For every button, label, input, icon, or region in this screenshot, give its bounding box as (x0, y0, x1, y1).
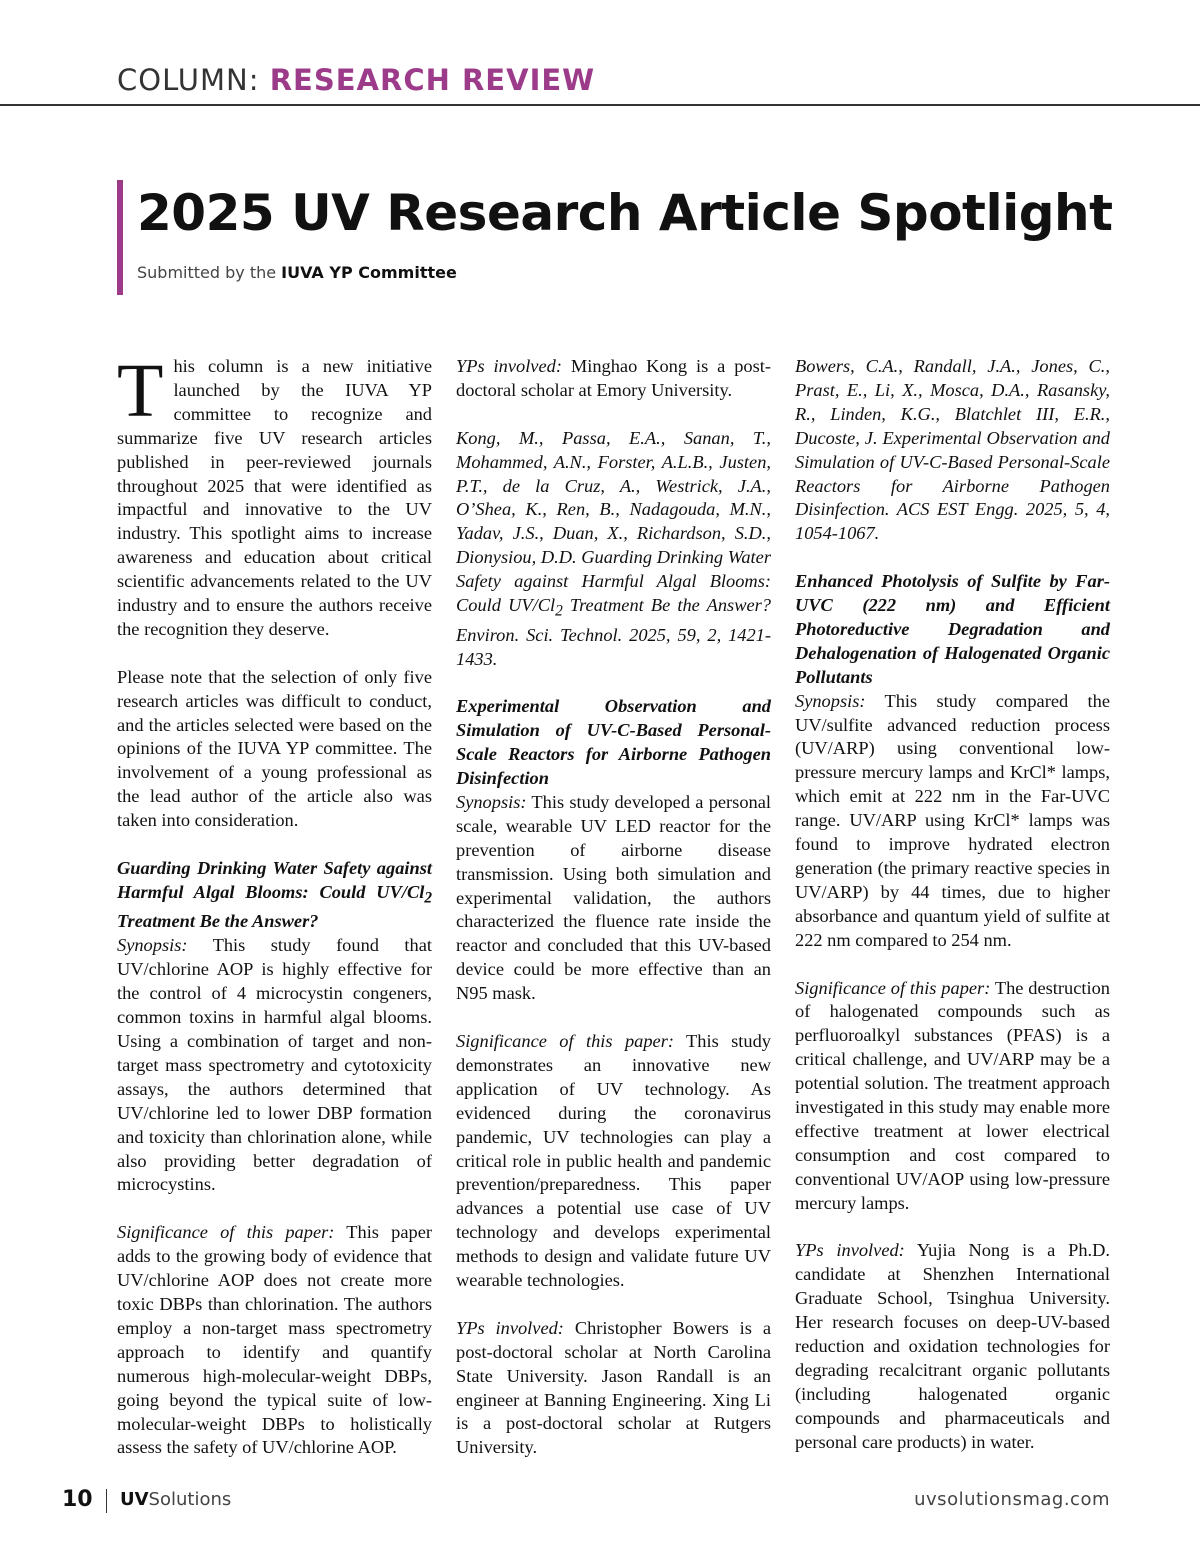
yps-label: YPs involved: (456, 1317, 564, 1338)
byline-committee: IUVA YP Committee (281, 263, 457, 282)
byline-prefix: Submitted by the (137, 263, 282, 282)
article-3-significance-text: The destruction of halogenated compounds such as perfluoroalkyl substances (PFAS) is a critical challenge, and UV/ARP may be a potential solution. The treatment approach investigated in this study may enable more effective treatment at lower electrical consumption and cost compared to conventional UV/AOP using low-pressure mercury lamps. (795, 977, 1111, 1213)
column-1 (117, 349, 432, 1460)
article-3-yps (795, 1239, 1110, 1454)
significance-label: Significance of this paper: (456, 1031, 674, 1051)
article-2-significance-text: This study demonstrates an innovative new application of UV technology. As evidenced during the coronavirus pandemic, UV technologies can play a critical role in public health and pandemic prevention/preparedness. This paper advances a potential use case of UV technology and develops experimental methods to design and validate future UV wearable technologies. (456, 1031, 771, 1291)
drop-cap: T (117, 349, 164, 433)
article-1-citation-tail: Treatment Be the Answer? Environ. Sci. Technol. 2025, 59, 2, 1421-1433. (456, 595, 771, 669)
article-1-title-tail: Treatment Be the Answer? (117, 911, 319, 932)
yps-label: YPs involved: (456, 356, 562, 376)
synopsis-label: Synopsis: (456, 791, 527, 812)
magazine-name (120, 1489, 231, 1510)
intro-paragraph-2: Please note that the selection of only five research articles was difficult to conduct, and the articles selected were based on the opinions of the IUVA YP committee. The involvement of a young professional as the lead author of the article also was taken into consideration. (117, 666, 432, 831)
column-2 (456, 355, 771, 1460)
article-2-citation: Bowers, C.A., Randall, J.A., Jones, C., Prast, E., Li, X., Mosca, D.A., Rasansky, R., Linden, K.G., Blatchlet III, E.R., Ducoste, J. Experimental Observation and Simulation of UV-C-Based Personal-Scale Reactors for Airborne Pathogen Disinfection. ACS EST Engg. 2025, 5, 4, 1054-1067. (795, 356, 1110, 544)
article-1-citation-text: Kong, M., Passa, E.A., Sanan, T., Mohammed, A.N., Forster, A.L.B., Justen, P.T., de la Cruz, A., Westrick, J.A., O’Shea, K., Ren, B., Nadagouda, M.N., Yadav, J.S., Duan, X., Richardson, S.D., Dionysiou, D.D. Guarding Drinking Water Safety against Harmful Algal Blooms: Could UV/Cl (456, 427, 771, 616)
article-3-yps-text: Yujia Nong is a Ph.D. candidate at Shenzhen International Graduate School, Tsinghua University. Her research focuses on deep-UV-based reduction and oxidation technologies for degrading recalcitrant organic pollutants (including halogenated organic compounds and pharmaceuticals and personal care products) in water. (795, 1240, 1110, 1452)
article-2-yps (456, 1317, 771, 1460)
magazine-name-bold: UV (120, 1489, 149, 1510)
article-2-significance (456, 1030, 771, 1293)
header-rule (0, 104, 1200, 106)
magazine-name-regular: Solutions (148, 1489, 232, 1510)
page-title: 2025 UV Research Article Spotlight (137, 184, 1113, 242)
article-3-synopsis-text: This study compared the UV/sulfite advanced reduction process (UV/ARP) using conventional low-pressure mercury lamps and KrCl* lamps, which emit at 222 nm in the Far-UVC range. UV/ARP using KrCl* lamps was found to improve hydrated electron generation (the primary reactive species in UV/ARP) by 44 times, due to higher absorbance and quantum yield of sulfite at 222 nm compared to 254 nm. (795, 690, 1110, 950)
footer-divider (106, 1489, 107, 1513)
article-1-yps-text: Minghao Kong is a post-doctoral scholar at Emory University. (456, 356, 771, 400)
website-url: uvsolutionsmag.com (914, 1489, 1110, 1510)
article-3-synopsis (795, 690, 1110, 953)
article-1-synopsis (117, 934, 432, 1197)
synopsis-label: Synopsis: (117, 935, 188, 956)
article-3-significance (795, 977, 1110, 1216)
title-accent-bar (117, 180, 123, 295)
article-1-title-text: Guarding Drinking Water Safety against Harmful Algal Blooms: Could UV/Cl (117, 858, 432, 902)
article-2-title: Experimental Observation and Simulation of UV-C-Based Personal-Scale Reactors for Airborne Pathogen Disinfection (456, 696, 771, 789)
article-2-synopsis (456, 791, 771, 1006)
article-2-yps-text: Christopher Bowers is a post-doctoral scholar at North Carolina State University. Jason Randall is an engineer at Banning Engineering. Xing Li is a post-doctoral scholar at Rutgers University. (456, 1317, 771, 1458)
article-1-citation (456, 427, 771, 672)
article-1-yps (456, 355, 771, 403)
significance-label: Significance of this paper: (117, 1222, 335, 1243)
column-name: RESEARCH REVIEW (269, 63, 596, 97)
column-3 (795, 355, 1110, 1455)
column-prefix: COLUMN: (117, 63, 270, 97)
article-1-synopsis-text: This study found that UV/chlorine AOP is highly effective for the control of 4 microcystin congeners, common toxins in harmful algal blooms. Using a combination of target and non-target mass spectrometry and cytotoxicity assays, the authors determined that UV/chlorine led to lower DBP formation and toxicity than chlorination alone, while also providing better degradation of microcystins. (117, 935, 432, 1195)
column-header (117, 60, 595, 100)
article-2-synopsis-text: This study developed a personal scale, wearable UV LED reactor for the prevention of airborne disease transmission. Using both simulation and experimental validation, the authors characterized the fluence rate inside the reactor and concluded that this UV-based device could be more effective than an N95 mask. (456, 791, 771, 1004)
yps-label: YPs involved: (795, 1240, 905, 1261)
intro-paragraph-1 (117, 349, 432, 642)
byline (137, 263, 457, 282)
article-1-significance-text: This paper adds to the growing body of evidence that UV/chlorine AOP does not create more toxic DBPs than chlorination. The authors employ a non-target mass spectrometry approach to identify and quantify numerous high-molecular-weight DBPs, going beyond the typical suite of low-molecular-weight DBPs to holistically assess the safety of UV/chlorine AOP. (117, 1222, 432, 1458)
article-1-significance (117, 1221, 432, 1460)
intro-text-1: his column is a new initiative launched by the IUVA YP committee to recognize and summarize five UV research articles published in peer-reviewed journals throughout 2025 that were identified as impactful and innovative to the UV industry. This spotlight aims to increase awareness and education about critical scientific advancements related to the UV industry and to ensure the authors receive the recognition they deserve. (117, 356, 432, 639)
article-1-citation-subscript: 2 (555, 602, 563, 620)
article-1-title-subscript: 2 (424, 889, 432, 907)
page-number: 10 (62, 1487, 93, 1512)
synopsis-label: Synopsis: (795, 690, 866, 711)
significance-label: Significance of this paper: (795, 977, 991, 998)
article-3-title: Enhanced Photolysis of Sulfite by Far-UVC (222 nm) and Efficient Photoreductive Degradation and Dehalogenation of Halogenated Organic Pollutants (795, 571, 1110, 687)
article-1-title (117, 857, 432, 934)
